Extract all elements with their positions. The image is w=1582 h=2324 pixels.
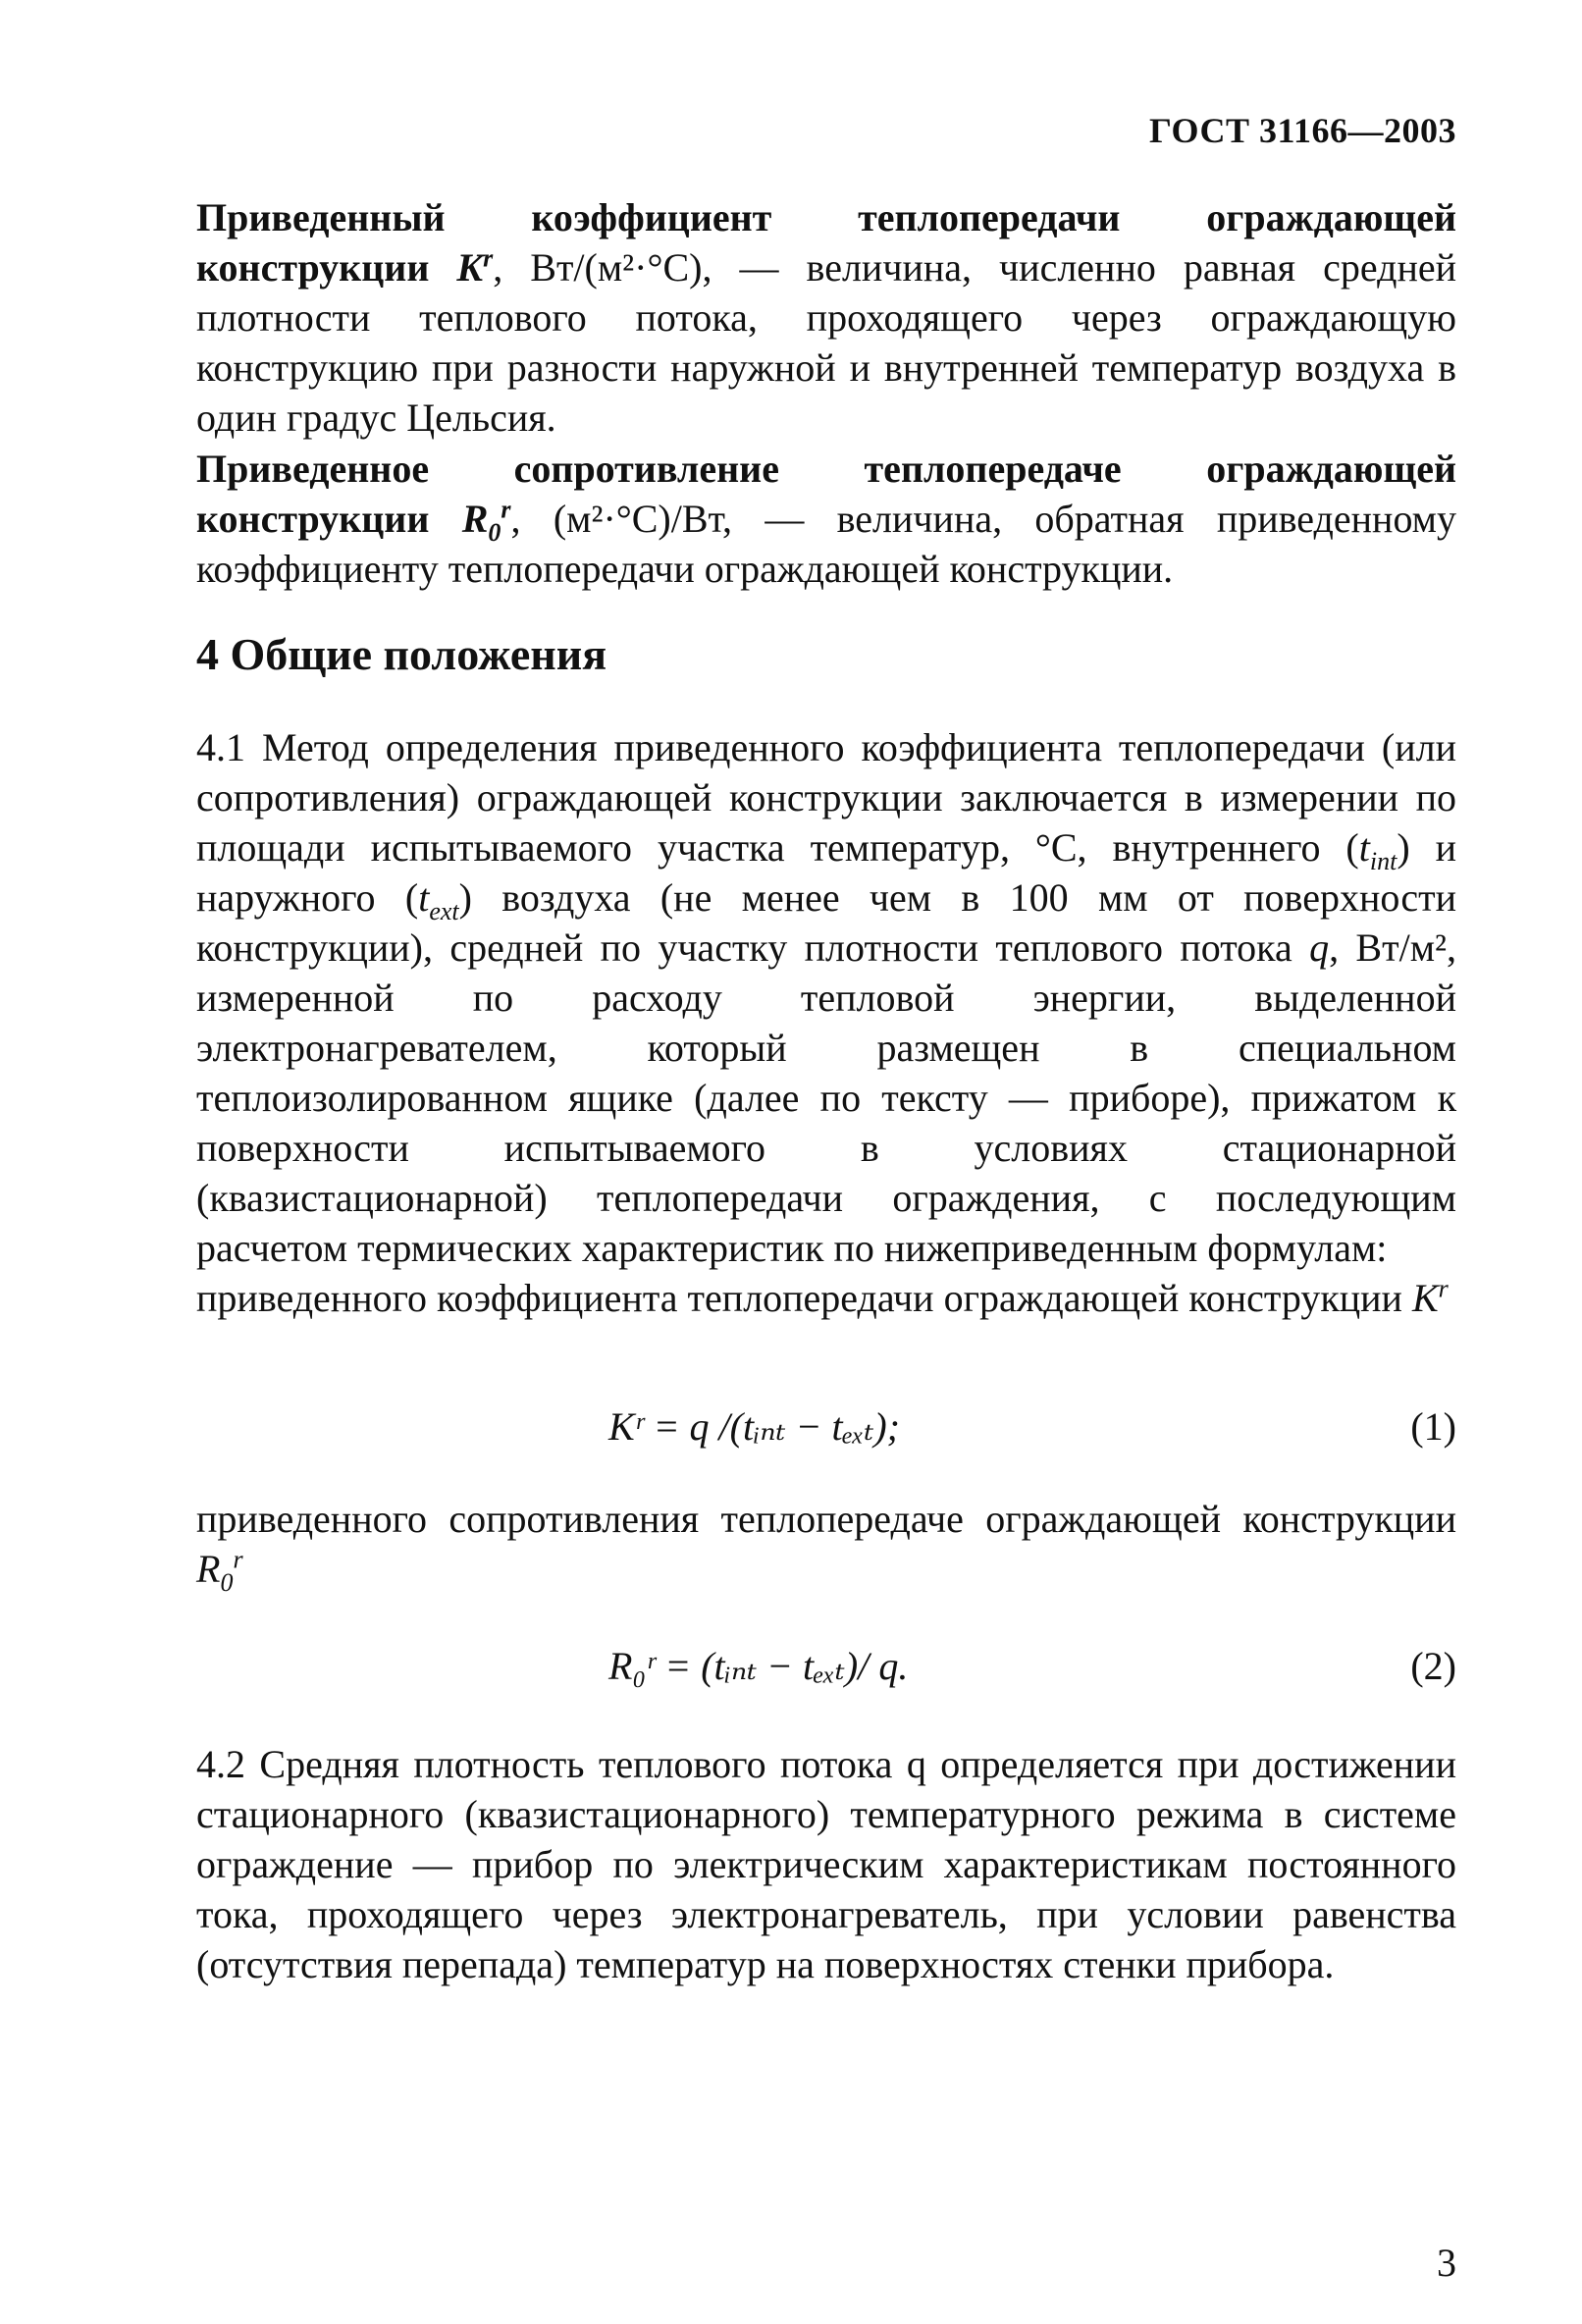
definition-term: Приведенное сопротивление теплопередаче ограждающей конструкции xyxy=(196,447,1456,541)
definition-symbol: $R_0^r$ xyxy=(461,495,511,547)
formula-expression: Kʳ = q /(tᵢₙₜ − tₑₓₜ); xyxy=(608,1404,900,1449)
formula-2 xyxy=(196,1637,1456,1696)
document-header: ГОСТ 31166—2003 xyxy=(1149,111,1456,150)
section-title: 4 Общие положения xyxy=(196,629,607,679)
definition-text: , (м²·°С)/Вт, — величина, обратная приведенному коэффициенту теплопередачи ограждающей конструкции. xyxy=(196,497,1456,591)
page-number: 3 xyxy=(1437,2241,1456,2285)
definition-k-reduced xyxy=(196,192,1456,443)
definition-text: , Вт/(м²·°С), — величина, численно равная средней плотности теплового потока, проходящего через ограждающую конструкцию при разности наружной и внутренней температур воздуха в один градус Цельсия. xyxy=(196,245,1457,440)
formula-number: (1) xyxy=(1410,1404,1456,1449)
definition-r-reduced xyxy=(196,444,1456,594)
paragraph-r0-intro: приведенного сопротивления теплопередаче ограждающей конструкции $R_0^r$ xyxy=(196,1497,1456,1597)
paragraph-4-2: 4.2 Средняя плотность теплового потока q определяется при достижении стационарного (квазистационарного) температурного режима в системе ограждение — прибор по электрическим характеристикам постоянного тока, проходящего через электронагреватель, при условии равенства (отсутствия перепада) температур на поверхностях стенки прибора. xyxy=(196,1742,1456,1986)
formula-number: (2) xyxy=(1410,1644,1456,1688)
definition-term: Приведенный коэффициент теплопередачи ограждающей конструкции xyxy=(196,195,1456,290)
paragraph-4-1: 4.1 Метод определения приведенного коэффициента теплопередачи (или сопротивления) ограждающей конструкции заключается в измерении по площади испытываемого участка температур, °С, внутреннего $(t_{int})$ и наружного $(t_{ext})$ воздуха (не менее чем в 100 мм от поверхности конструкции), средней по участку плотности теплового потока q, Вт/м², измеренной по расходу тепловой энергии, выделенной электронагревателем, который размещен в специальном теплоизолированном ящике (далее по тексту — приборе), прижатом к поверхности испытываемого в условиях стационарной (квазистационарной) теплопередачи ограждения, с последующим расчетом термических характеристик по нижеприведенным формулам: приведенного коэффициента теплопередачи ограждающей конструкции $K^r$ xyxy=(196,725,1457,1320)
formula-1 xyxy=(196,1398,1456,1456)
formula-expression: R₀ʳ = (tᵢₙₜ − tₑₓₜ)/ q. xyxy=(608,1644,909,1688)
definition-symbol: $K^r$ xyxy=(456,243,494,290)
